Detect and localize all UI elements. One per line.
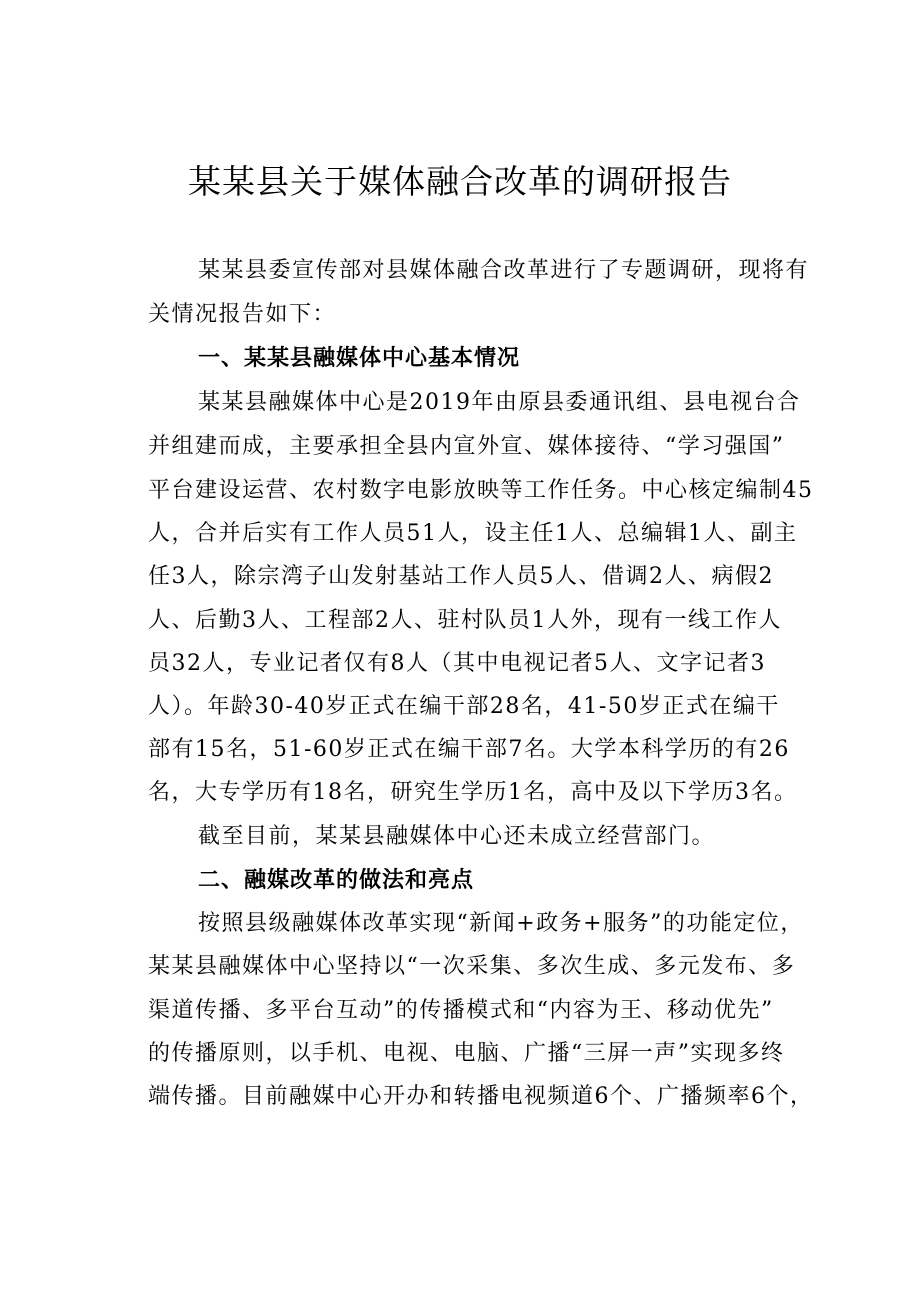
section-heading: 一、某某县融媒体中心基本情况 [198, 346, 521, 371]
paragraph-line: 某某县委宣传部对县媒体融合改革进行了专题调研，现将有 [198, 258, 810, 283]
paragraph-line: 的传播原则，以手机、电视、电脑、广播“三屏一声”实现多终 [148, 1041, 785, 1066]
paragraph-line: 部有15名，51-60岁正式在编干部7名。大学本科学历的有26 [148, 737, 790, 762]
paragraph-line: 人、后勤3人、工程部2人、驻村队员1人外，现有一线工作人 [148, 608, 782, 633]
paragraph-line: 按照县级融媒体改革实现“新闻+政务+服务”的功能定位， [198, 911, 804, 936]
paragraph-line: 员32人，专业记者仅有8人（其中电视记者5人、文字记者3 [148, 651, 766, 676]
paragraph-line: 截至目前，某某县融媒体中心还未成立经营部门。 [198, 824, 716, 849]
paragraph-line: 端传播。目前融媒中心开办和转播电视频道6个、广播频率6个， [148, 1084, 814, 1109]
paragraph-line: 渠道传播、多平台互动”的传播模式和“内容为王、移动优先” [148, 998, 774, 1023]
paragraph-line: 并组建而成，主要承担全县内宣外宣、媒体接待、“学习强国” [148, 434, 785, 459]
paragraph-line: 名，大专学历有18名，研究生学历1名，高中及以下学历3名。 [148, 780, 798, 805]
paragraph-line: 任3人，除宗湾子山发射基站工作人员5人、借调2人、病假2 [148, 564, 774, 589]
paragraph-line: 某某县融媒体中心坚持以“一次采集、多次生成、多元发布、多 [148, 954, 796, 979]
paragraph-line: 某某县融媒体中心是2019年由原县委通讯组、县电视台合 [198, 390, 801, 415]
paragraph-line: 关情况报告如下： [148, 302, 337, 327]
paragraph-line: 平台建设运营、农村数字电影放映等工作任务。中心核定编制45 [148, 478, 814, 503]
section-heading: 二、融媒改革的做法和亮点 [198, 868, 475, 893]
document-title: 某某县关于媒体融合改革的调研报告 [188, 162, 732, 201]
paragraph-line: 人，合并后实有工作人员51人，设主任1人、总编辑1人、副主 [148, 521, 798, 546]
paragraph-line: 人）。年龄30-40岁正式在编干部28名，41-50岁正式在编干 [148, 694, 780, 719]
